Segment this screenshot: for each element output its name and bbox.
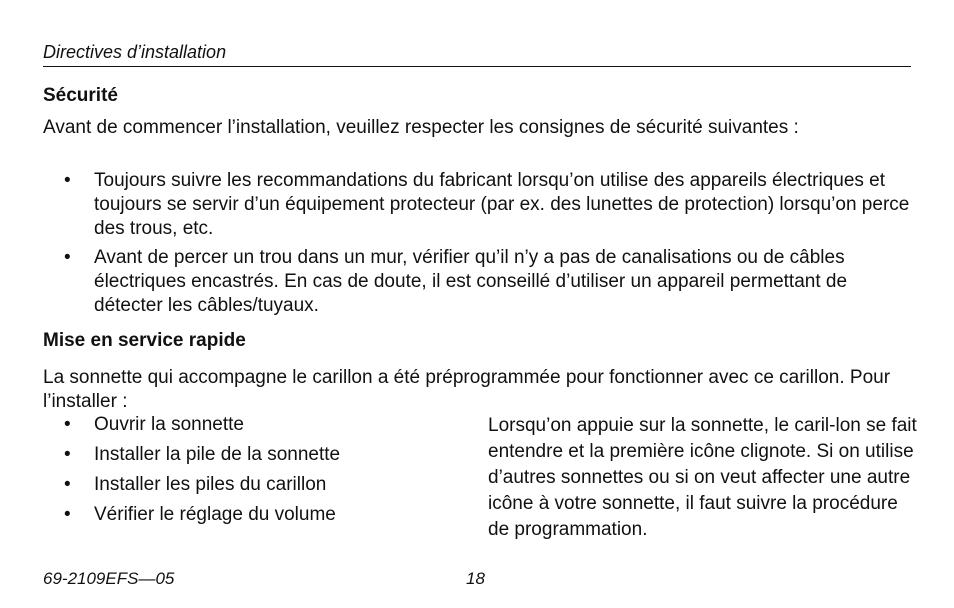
list-item-text: Ouvrir la sonnette: [94, 414, 244, 435]
safety-intro: Avant de commencer l’installation, veuillez respecter les consignes de sécurité suivantes :: [43, 117, 799, 138]
bullet-icon: •: [64, 444, 71, 465]
list-item: [43, 443, 463, 467]
list-item-text: Vérifier le réglage du volume: [94, 504, 336, 525]
list-item: [43, 169, 913, 241]
bullet-icon: •: [64, 170, 71, 191]
bullet-icon: •: [64, 414, 71, 435]
list-item: [43, 503, 463, 527]
list-item: [43, 246, 913, 318]
quick-setup-heading: Mise en service rapide: [43, 330, 246, 351]
list-item-text: Avant de percer un trou dans un mur, vérifier qu’il n’y a pas de canalisations ou de câbles électriques encastrés. En cas de doute, il est conseillé d’utiliser un appareil permettant de détecter les câbles/tuyaux.: [94, 247, 848, 316]
quick-setup-bullet-list: [43, 413, 463, 533]
list-item-text: Installer la pile de la sonnette: [94, 444, 341, 465]
page-number: 18: [466, 569, 485, 588]
bullet-icon: •: [64, 504, 71, 525]
safety-heading: Sécurité: [43, 85, 118, 106]
bullet-icon: •: [64, 247, 71, 268]
bullet-icon: •: [64, 474, 71, 495]
document-number: 69-2109EFS—05: [43, 569, 175, 588]
programming-note: Lorsqu’on appuie sur la sonnette, le caril-lon se fait entendre et la première icône clignote. Si on utilise d’autres sonnettes ou si on veut affecter une autre icône à votre sonnette, il faut suivre la procédure de programmation.: [488, 415, 917, 540]
safety-bullet-list: [43, 169, 913, 323]
header-rule: [43, 66, 911, 67]
list-item: [43, 413, 463, 437]
running-head: Directives d’installation: [43, 42, 227, 62]
list-item-text: Toujours suivre les recommandations du fabricant lorsqu’on utilise des appareils électriques et toujours se servir d’un équipement protecteur (par ex. des lunettes de protection) lorsqu’on perce des trous, etc.: [94, 170, 910, 239]
quick-setup-intro: La sonnette qui accompagne le carillon a été préprogrammée pour fonctionner avec ce carillon. Pour l’installer :: [43, 367, 891, 412]
list-item: [43, 473, 463, 497]
list-item-text: Installer les piles du carillon: [94, 474, 327, 495]
